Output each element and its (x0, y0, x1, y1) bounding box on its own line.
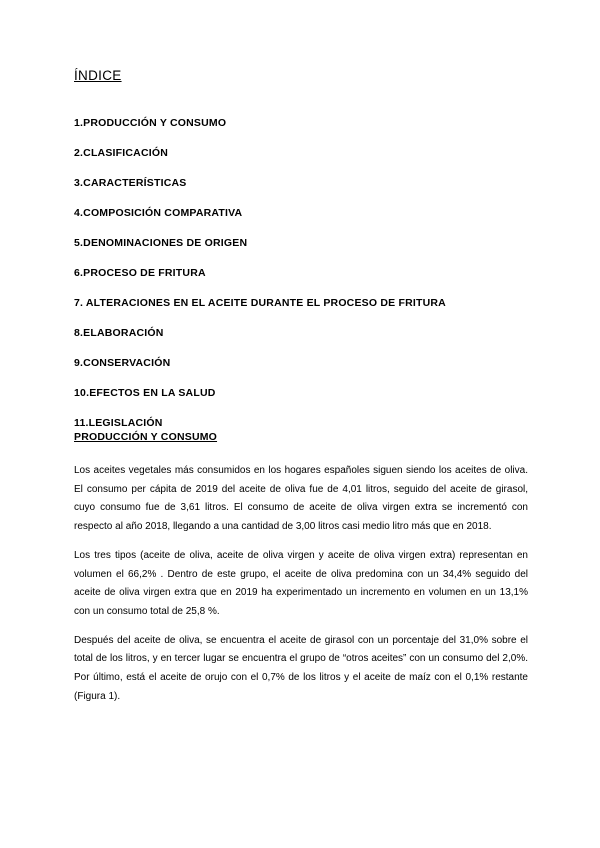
toc-item-2: 2.CLASIFICACIÓN (74, 147, 169, 159)
toc-item-1: 1.PRODUCCIÓN Y CONSUMO (74, 117, 227, 129)
body-text (74, 462, 528, 716)
toc-item-4: 4.COMPOSICIÓN COMPARATIVA (74, 207, 243, 219)
toc-item-10: 10.EFECTOS EN LA SALUD (74, 387, 216, 399)
paragraph-1: Los aceites vegetales más consumidos en los hogares españoles siguen siendo los aceites de oliva. El consumo per cápita de 2019 del aceite de oliva fue de 4,01 litros, seguido del aceite de girasol, cuyo consumo fue de 3,61 litros. El consumo de aceite de oliva virgen extra se incrementó con respecto al año 2018, llegando a una cantidad de 3,00 litros casi medio litro más que en 2018. (74, 465, 528, 533)
toc-item-3: 3.CARACTERÍSTICAS (74, 177, 187, 189)
paragraph-3: Después del aceite de oliva, se encuentra el aceite de girasol con un porcentaje del 31,0% sobre el total de los litros, y en tercer lugar se encuentra el grupo de “otros aceites” con un consumo del 2,0%. Por último, está el aceite de orujo con el 0,7% de los litros y el aceite de maíz con el 0,1% restante (Figura 1). (74, 634, 528, 702)
toc-item-9: 9.CONSERVACIÓN (74, 357, 171, 369)
toc-item-6: 6.PROCESO DE FRITURA (74, 267, 206, 279)
paragraph-2: Los tres tipos (aceite de oliva, aceite de oliva virgen y aceite de oliva virgen extra) representan en volumen el 66,2% . Dentro de este grupo, el aceite de oliva predomina con un 34,4% seguido del aceite de oliva virgen extra que en 2019 ha experimentado un incremento en volumen en un 13,1% con un consumo total de 25,8 %. (74, 549, 528, 617)
index-title: ÍNDICE (74, 68, 122, 83)
toc-item-11: 11.LEGISLACIÓN (74, 417, 163, 429)
toc-item-8: 8.ELABORACIÓN (74, 327, 164, 339)
table-of-contents (74, 116, 446, 446)
toc-item-5: 5.DENOMINACIONES DE ORIGEN (74, 237, 248, 249)
section-heading: PRODUCCIÓN Y CONSUMO (74, 431, 218, 443)
toc-item-7: 7. ALTERACIONES EN EL ACEITE DURANTE EL PROCESO DE FRITURA (74, 297, 446, 309)
